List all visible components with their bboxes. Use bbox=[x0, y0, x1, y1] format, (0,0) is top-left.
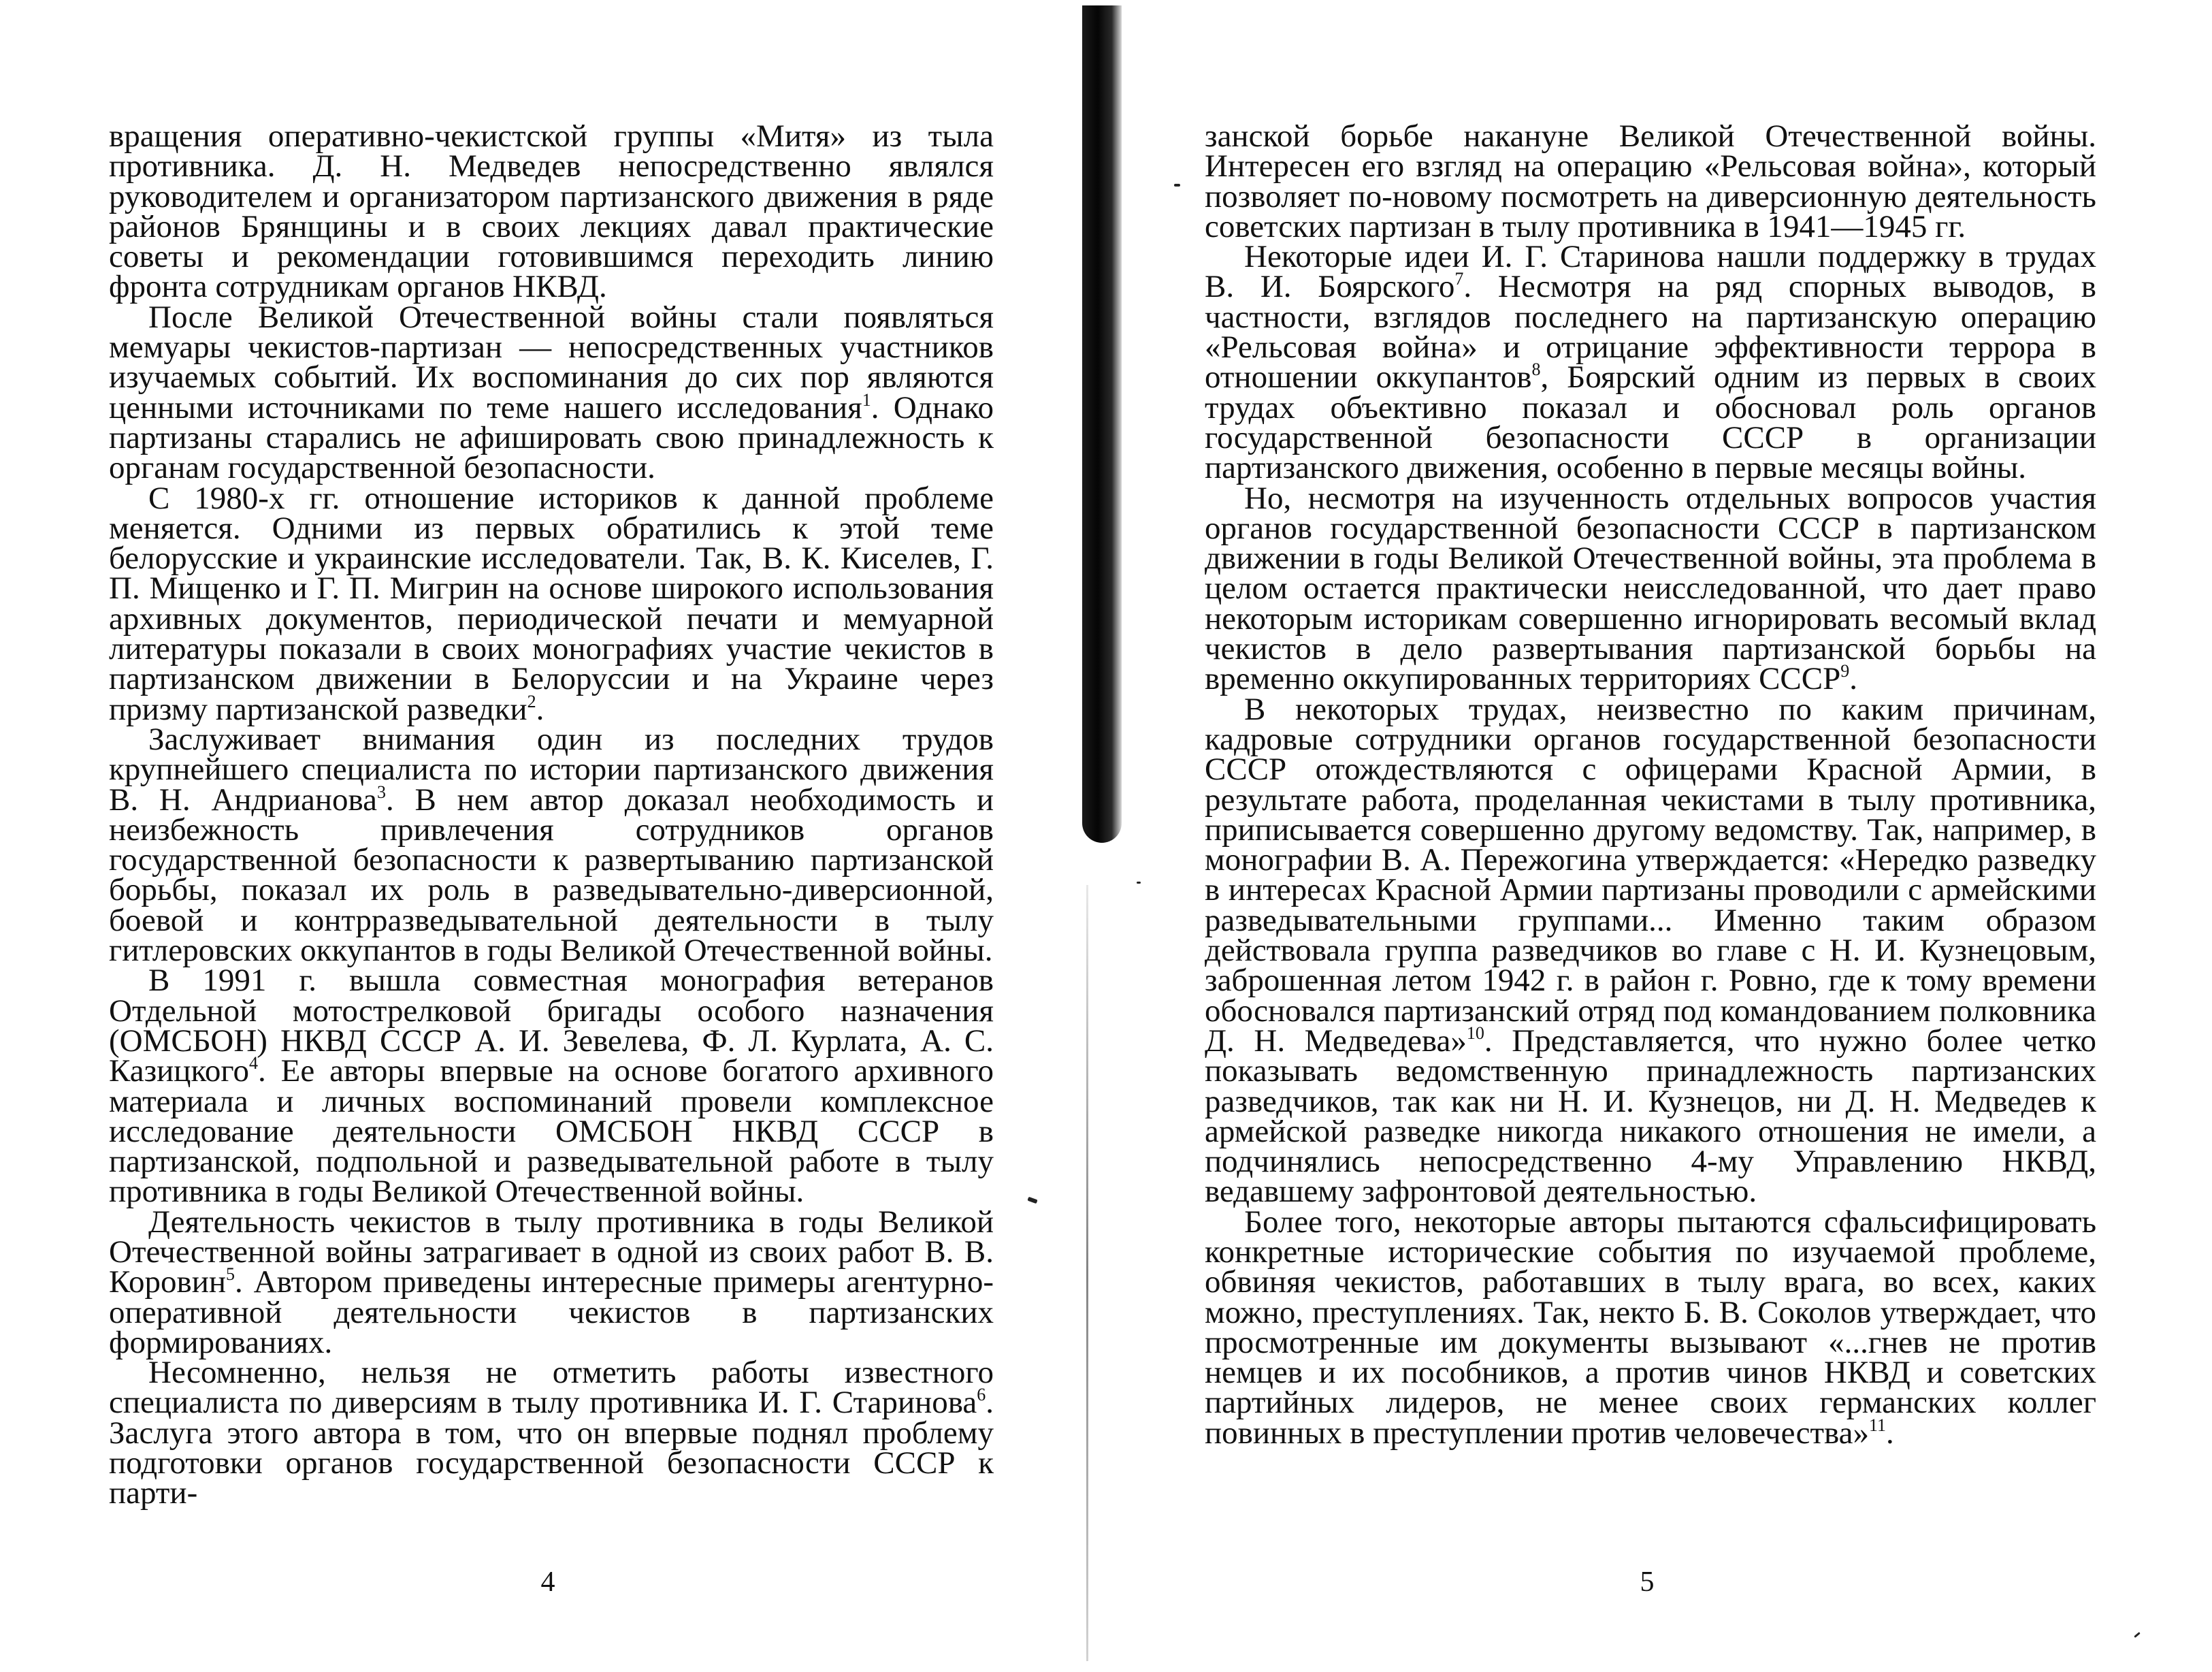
text-run: . bbox=[1849, 661, 1858, 697]
text-run: В 1991 г. вышла совместная монография ветеранов Отдельной мотострелковой бригады особого назначения (ОМСБОН) НКВД СССР А. И. Зевелева, Ф. Л. Курлата, А. С. Казицкого bbox=[109, 963, 994, 1089]
footnote-marker: 10 bbox=[1466, 1023, 1484, 1043]
text-run: занской борьбе накануне Великой Отечественной войны. Интересен его взгляд на операцию «Рельсовая война», который позволяет по-новому посмотреть на диверсионную деятельность советских партизан в тылу противника в 1941—1945 гг. bbox=[1205, 118, 2096, 244]
paragraph bbox=[109, 721, 994, 969]
paragraph bbox=[1205, 239, 2096, 486]
footnote-marker: 3 bbox=[376, 782, 386, 802]
paragraph bbox=[1205, 118, 2096, 244]
book-gutter-line bbox=[1086, 885, 1088, 1661]
footnote-marker: 7 bbox=[1454, 269, 1464, 289]
paragraph bbox=[1205, 691, 2096, 1210]
text-run: Но, несмотря на изученность отдельных вопросов участия органов государственной безопасности СССР в партизанском движении в годы Великой Отечественной войны, эта проблема в целом остается практически неисследованной, что дает право некоторым историкам совершенно игнорировать весомый вклад чекистов в дело развертывания партизанской борьбы на временно оккупированных территориях СССР bbox=[1205, 480, 2096, 697]
right-page-text bbox=[1205, 118, 2096, 1451]
left-page-number: 4 bbox=[540, 1566, 555, 1598]
text-run: Некоторые идеи И. Г. Старинова нашли поддержку в трудах В. И. Боярского bbox=[1205, 239, 2096, 305]
text-run: вращения оперативно-чекистской группы «Митя» из тыла противника. Д. Н. Медведев непосредственно являлся руководителем и организатором партизанского движения в ряде районов Брянщины и в своих лекциях давал практические советы и рекомендации готовившимся переходить линию фронта сотрудникам органов НКВД. bbox=[109, 118, 994, 305]
paragraph bbox=[109, 963, 994, 1210]
text-run: . Однако партизаны старались не афишировать свою принадлежность к органам государственной безопасности. bbox=[109, 389, 994, 486]
left-page-text bbox=[109, 118, 994, 1511]
text-run: Заслуживает внимания один из последних трудов крупнейшего специалиста по истории партизанского движения В. Н. Андрианова bbox=[109, 721, 994, 818]
text-run: . Заслуга этого автора в том, что он впервые поднял проблему подготовки органов государственной безопасности СССР к парти- bbox=[109, 1385, 994, 1511]
text-run: Несомненно, нельзя не отметить работы известного специалиста по диверсиям в тылу противника И. Г. Старинова bbox=[109, 1355, 994, 1421]
footnote-marker: 9 bbox=[1840, 661, 1850, 681]
paragraph bbox=[109, 480, 994, 727]
footnote-marker: 2 bbox=[527, 691, 536, 711]
paragraph bbox=[1205, 480, 2096, 697]
footnote-marker: 1 bbox=[862, 389, 871, 410]
right-page bbox=[1089, 0, 2212, 1672]
footnote-marker: 8 bbox=[1531, 359, 1541, 380]
text-run: После Великой Отечественной войны стали появляться мемуары чекистов-партизан — непосредственных участников изучаемых событий. Их воспоминания до сих пор являются ценными источниками по теме нашего исследования bbox=[109, 299, 994, 425]
text-run: С 1980-х гг. отношение историков к данной проблеме меняется. Одними из первых обратились к этой теме белорусские и украинские исследователи. Так, В. К. Киселев, Г. П. Мищенко и Г. П. Мигрин на основе широкого использования архивных документов, периодической печати и мемуарной литературы показали в своих монографиях участие чекистов в партизанском движении в Белоруссии и на Украине через призму партизанской разведки bbox=[109, 480, 994, 727]
text-run: . Представляется, что нужно более четко показывать ведомственную принадлежность партизанских разведчиков, так как ни Н. И. Кузнецов, ни Д. Н. Медведев к армейской разведке никогда никакого отношения не имели, а подчинялись непосредственно 4-му Управлению НКВД, ведавшему зафронтовой деятельностью. bbox=[1205, 1023, 2096, 1210]
text-run: . bbox=[1886, 1415, 1894, 1451]
paragraph bbox=[109, 118, 994, 305]
text-run: В некоторых трудах, неизвестно по каким причинам, кадровые сотрудники органов государственной безопасности СССР отождествляются с офицерами Красной Армии, в результате работа, проделанная чекистами в тылу противника, приписывается совершенно другому ведомству. Так, например, в монографии В. А. Пережогина утверждается: «Нередко разведку в интересах Красной Армии партизаны проводили с армейскими разведывательными группами... Именно таким образом действовала группа разведчиков во главе с Н. И. Кузнецовым, заброшенная летом 1942 г. в район г. Ровно, где к тому времени обосновался партизанский отряд под командованием полковника Д. Н. Медведева» bbox=[1205, 691, 2096, 1059]
paragraph bbox=[109, 299, 994, 486]
text-run: . bbox=[536, 691, 544, 727]
footnote-marker: 5 bbox=[226, 1264, 235, 1285]
text-run: . Ее авторы впервые на основе богатого архивного материала и личных воспоминаний провели комплексное исследование деятельности ОМСБОН НКВД СССР в партизанской, подпольной и разведывательной работе в тылу противника в годы Великой Отечественной войны. bbox=[109, 1053, 994, 1210]
footnote-marker: 6 bbox=[977, 1385, 986, 1405]
text-run: , Боярский одним из первых в своих трудах объективно показал и обосновал роль органов государственной безопасности СССР в организации партизанского движения, особенно в первые месяцы войны. bbox=[1205, 359, 2096, 486]
paragraph bbox=[109, 1355, 994, 1511]
paragraph bbox=[109, 1204, 994, 1360]
text-run: . В нем автор доказал необходимость и неизбежность привлечения сотрудников органов государственной безопасности к развертыванию партизанской борьбы, показал их роль в разведывательно-диверсионной, боевой и контрразведывательной деятельности в тылу гитлеровских оккупантов в годы Великой Отечественной войны. bbox=[109, 782, 994, 969]
text-run: . Несмотря на ряд спорных выводов, в частности, взглядов последнего на партизанскую операцию «Рельсовая война» и отрицание эффективности террора в отношении оккупантов bbox=[1205, 269, 2096, 396]
text-run: . Автором приведены интересные примеры агентурно-оперативной деятельности чекистов в партизанских формированиях. bbox=[109, 1264, 994, 1360]
paragraph bbox=[1205, 1204, 2096, 1451]
right-page-number: 5 bbox=[1640, 1566, 1655, 1598]
footnote-marker: 11 bbox=[1868, 1415, 1886, 1435]
text-run: Деятельность чекистов в тылу противника в годы Великой Отечественной войны затрагивает в одной из своих работ В. В. Коровин bbox=[109, 1204, 994, 1300]
left-page bbox=[0, 0, 1089, 1672]
text-run: Более того, некоторые авторы пытаются сфальсифицировать конкретные исторические события по изучаемой проблеме, обвиняя чекистов, работавших в тылу врага, во всех, каких можно, преступлениях. Так, некто Б. В. Соколов утверждает, что просмотренные им документы вызывают «...гнев не против немцев и их пособников, а против чинов НКВД и советских партийных лидеров, не менее своих германских коллег повинных в преступлении против человечества» bbox=[1205, 1204, 2096, 1451]
footnote-marker: 4 bbox=[249, 1053, 259, 1074]
